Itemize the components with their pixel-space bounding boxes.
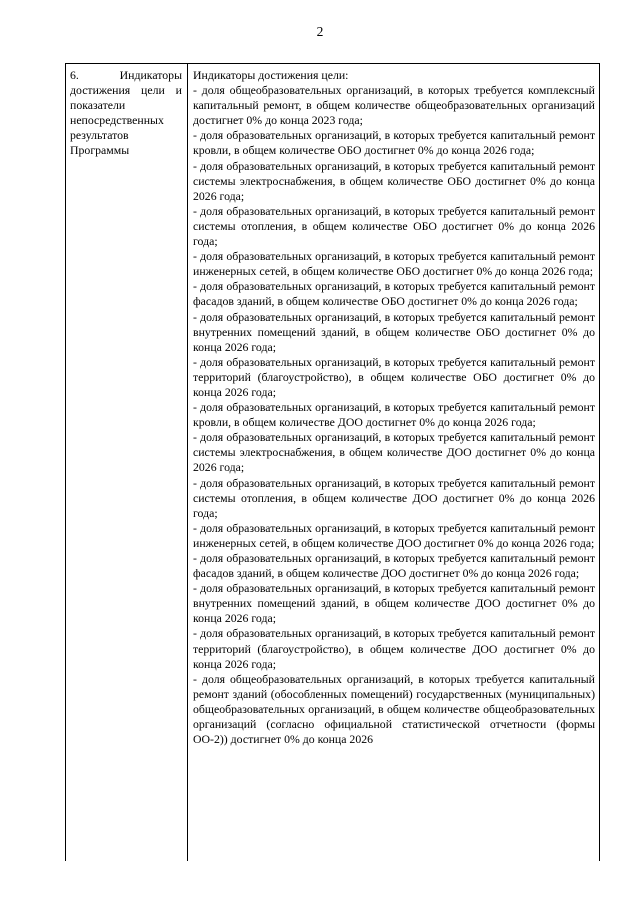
indicators-cell — [188, 64, 599, 861]
indicator-item: - доля общеобразовательных организаций, в которых требуется комплексный капитальный ремонт, в общем количестве общеобразовательных организаций достигнет 0% до конца 2023 года; — [193, 83, 595, 128]
indicator-item: - доля образовательных организаций, в которых требуется капитальный ремонт инженерных сетей, в общем количестве ОБО достигнет 0% до конца 2026 года; — [193, 249, 595, 279]
indicator-item: - доля общеобразовательных организаций, в которых требуется капитальный ремонт зданий (обособленных помещений) государственных (муниципальных) общеобразовательных организаций, в общем количестве общеобразовательных организаций (согласно официальной статистической отчетности (формы ОО-2)) достигнет 0% до конца 2026 — [193, 671, 595, 747]
indicator-item: - доля образовательных организаций, в которых требуется капитальный ремонт территорий (благоустройство), в общем количестве ДОО достигнет 0% до конца 2026 года; — [193, 626, 595, 671]
indicator-item: - доля образовательных организаций, в которых требуется капитальный ремонт территорий (благоустройство), в общем количестве ОБО достигнет 0% до конца 2026 года; — [193, 354, 595, 399]
indicator-item: - доля образовательных организаций, в которых требуется капитальный ремонт внутренних помещений зданий, в общем количестве ДОО достигнет 0% до конца 2026 года; — [193, 581, 595, 626]
indicator-item: - доля образовательных организаций, в которых требуется капитальный ремонт кровли, в общем количестве ДОО достигнет 0% до конца 2026 года; — [193, 400, 595, 430]
indicator-item: - доля образовательных организаций, в которых требуется капитальный ремонт внутренних помещений зданий, в общем количестве ОБО достигнет 0% до конца 2026 года; — [193, 309, 595, 354]
indicators-list — [193, 83, 595, 747]
indicator-item: - доля образовательных организаций, в которых требуется капитальный ремонт системы отопления, в общем количестве ОБО достигнет 0% до конца 2026 года; — [193, 203, 595, 249]
section-label-cell — [66, 64, 188, 861]
section-label: 6. Индикаторы достижения цели и показатели непосредственных результатов Программы — [70, 68, 182, 158]
indicator-item: - доля образовательных организаций, в которых требуется капитальный ремонт системы электроснабжения, в общем количестве ДОО достигнет 0% до конца 2026 года; — [193, 430, 595, 475]
indicator-item: - доля образовательных организаций, в которых требуется капитальный ремонт фасадов зданий, в общем количестве ДОО достигнет 0% до конца 2026 года; — [193, 551, 595, 581]
indicator-item: - доля образовательных организаций, в которых требуется капитальный ремонт кровли, в общем количестве ОБО достигнет 0% до конца 2026 года; — [193, 128, 595, 158]
program-table — [65, 63, 600, 861]
indicators-heading: Индикаторы достижения цели: — [193, 68, 349, 82]
page-number: 2 — [316, 24, 324, 39]
indicator-item: - доля образовательных организаций, в которых требуется капитальный ремонт инженерных сетей, в общем количестве ДОО достигнет 0% до конца 2026 года; — [193, 520, 595, 550]
indicator-item: - доля образовательных организаций, в которых требуется капитальный ремонт фасадов зданий, в общем количестве ОБО достигнет 0% до конца 2026 года; — [193, 279, 595, 309]
indicator-item: - доля образовательных организаций, в которых требуется капитальный ремонт системы отопления, в общем количестве ДОО достигнет 0% до конца 2026 года; — [193, 475, 595, 520]
indicator-item: - доля образовательных организаций, в которых требуется капитальный ремонт системы электроснабжения, в общем количестве ОБО достигнет 0% до конца 2026 года; — [193, 158, 595, 203]
